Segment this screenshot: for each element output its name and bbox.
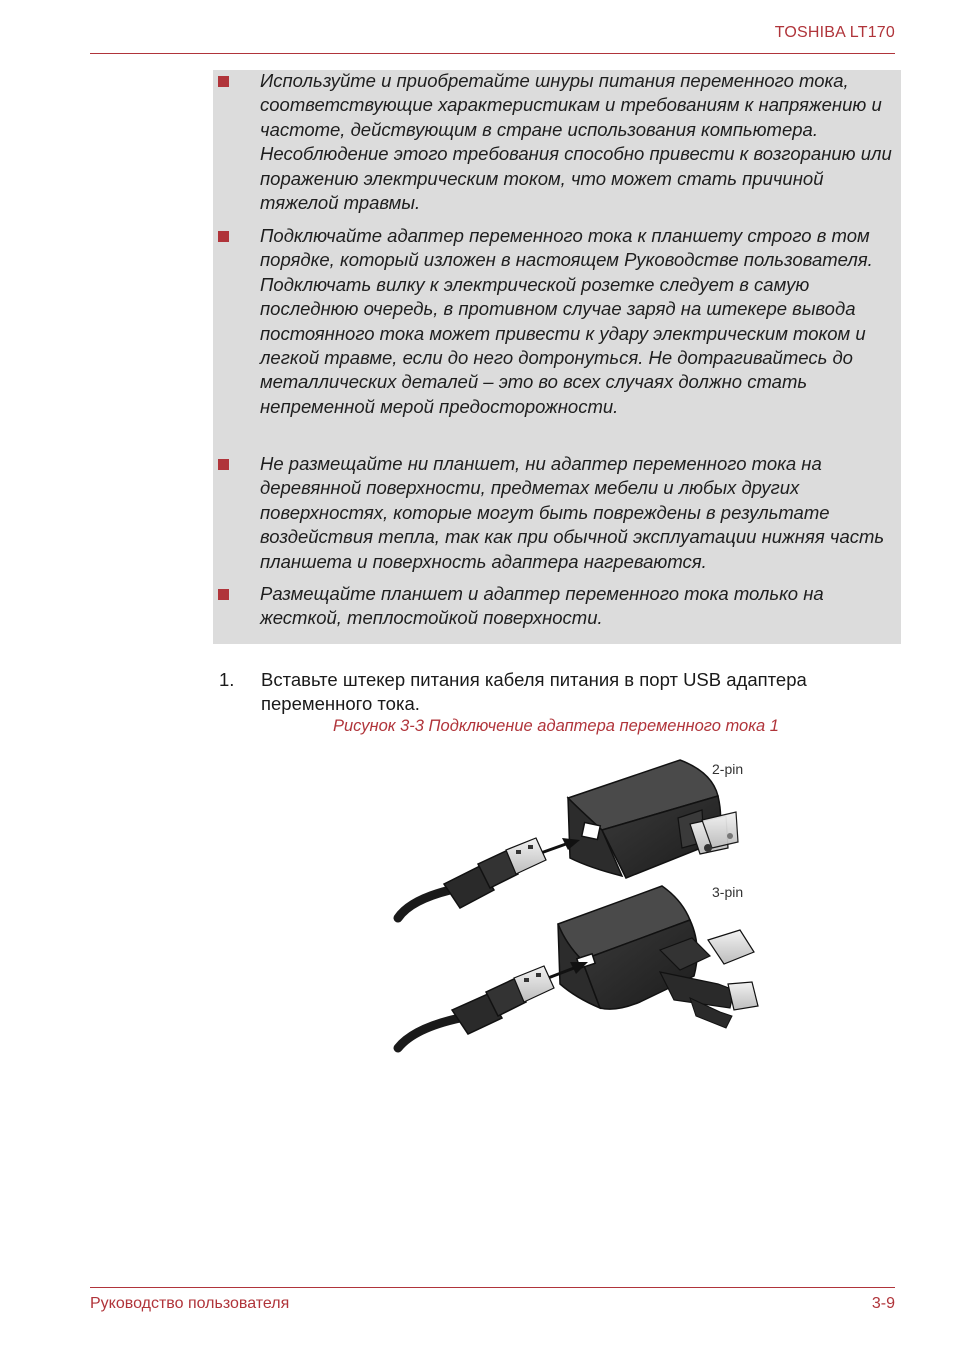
header-title: TOSHIBA LT170 — [774, 24, 895, 41]
footer-divider — [90, 1287, 895, 1288]
footer-title: Руководство пользователя — [90, 1295, 290, 1312]
step-number: 1. — [219, 669, 235, 690]
label-3pin: 3-pin — [712, 884, 744, 900]
usb-cable-1 — [398, 838, 546, 918]
label-2pin: 2-pin — [712, 761, 744, 777]
warning-text: Используйте и приобретайте шнуры питания переменного тока, соответствующие характеристикам и требованиям к напряжению и частоте, действующим в стране использования компьютера. Несоблюдение этого требования способно привести к возгоранию или поражению электрическим током, что может стать причиной тяжелой травмы. — [260, 70, 892, 214]
bullet-square-icon — [218, 76, 229, 87]
step-text: Вставьте штекер питания кабеля питания в порт USB адаптера переменного тока. — [261, 669, 807, 714]
usb-cable-2 — [398, 966, 554, 1048]
bullet-square-icon — [218, 459, 229, 470]
header-divider — [90, 53, 895, 54]
warning-text: Не размещайте ни планшет, ни адаптер переменного тока на деревянной поверхности, предметах мебели и любых других поверхностях, которые могут быть повреждены в результате воздействия тепла, так как при обычной эксплуатации нижняя часть планшета и поверхность адаптера нагреваются. — [260, 453, 885, 572]
bullet-square-icon — [218, 589, 229, 600]
warning-box — [213, 70, 901, 644]
figure-caption: Рисунок 3-3 Подключение адаптера переменного тока 1 — [333, 717, 779, 735]
warning-text: Подключайте адаптер переменного тока к планшету строго в том порядке, который изложен в настоящем Руководстве пользователя. Подключать вилку к электрической розетке следует в самую последнюю очередь, в противном случае заряд на штекере вывода постоянного тока может привести к удару электрическим током и легкой травме, если до него дотронуться. Не дотрагивайтесь до металлических деталей – это во всех случаях должно стать непременной мерой предосторожности. — [260, 225, 873, 417]
adapter-2pin — [568, 760, 738, 878]
bullet-square-icon — [218, 231, 229, 242]
warning-text: Размещайте планшет и адаптер переменного тока только на жесткой, теплостойкой поверхности. — [260, 583, 824, 629]
page-number: 3-9 — [871, 1295, 895, 1312]
adapter-illustration — [390, 750, 770, 1055]
adapter-3pin — [558, 886, 758, 1028]
